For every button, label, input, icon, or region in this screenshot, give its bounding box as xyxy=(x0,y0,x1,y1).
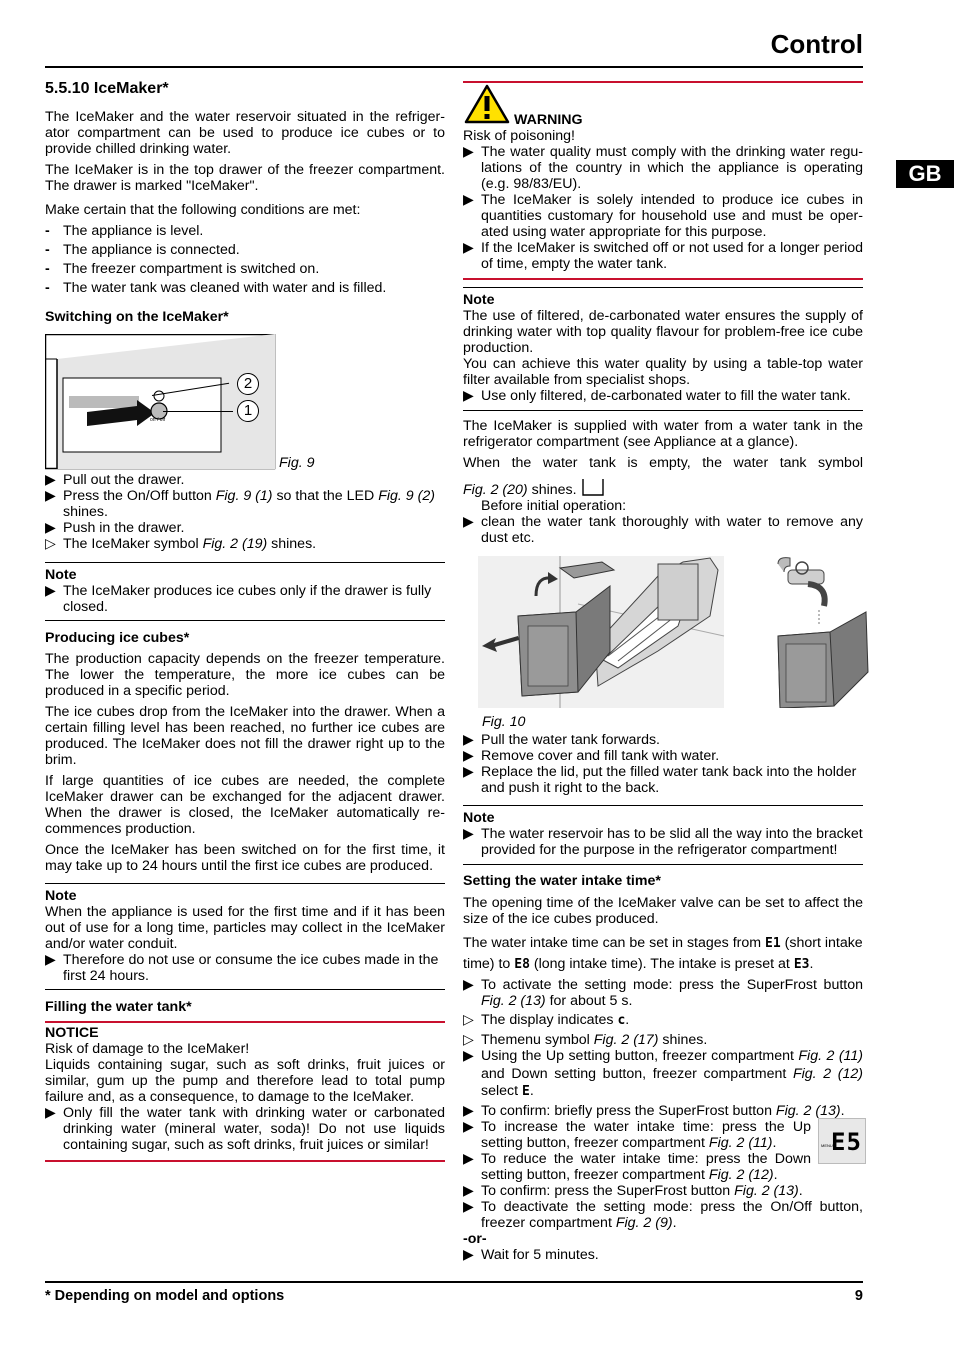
arrow-step-icon: ▶ xyxy=(463,748,474,764)
step: ▶ Only fill the water tank with drinking water or carbonated drinking water (mineral water, soda)! Do not use liquids containing sugar, such as soft drinks, fruit juices or similar! xyxy=(45,1105,445,1153)
note2 xyxy=(45,888,445,984)
step: ▶ Press the On/Off button Fig. 9 (1) so that the LED Fig. 9 (2) shines. xyxy=(45,488,435,520)
arrow-step-icon: ▶ xyxy=(463,388,474,404)
conditions-list xyxy=(45,223,445,296)
paragraph: The production capacity depends on the freezer temperature. The lower the temperature, the more ice cubes can be produced in a specific period. xyxy=(45,651,445,699)
step: ▶ Remove cover and fill tank with water. xyxy=(463,748,720,764)
switching-heading: Switching on the IceMaker* xyxy=(45,309,229,325)
note-heading: Note xyxy=(463,810,495,826)
filling-heading: Filling the water tank* xyxy=(45,999,192,1015)
notice-box xyxy=(45,1025,445,1153)
warning-heading: WARNING xyxy=(514,112,583,128)
arrow-step-icon: ▶ xyxy=(463,192,474,208)
callout-1: 1 xyxy=(237,400,259,422)
arrow-step-icon: ▶ xyxy=(463,977,474,993)
callout-2: 2 xyxy=(237,373,259,395)
divider xyxy=(45,620,445,621)
list-item: - The water tank was cleaned with water and is filled. xyxy=(45,280,387,296)
arrow-step-icon: ▶ xyxy=(45,472,56,488)
arrow-step-icon: ▶ xyxy=(45,583,56,599)
note3 xyxy=(463,292,863,404)
step: ▶ Use only filtered, de-carbonated water to fill the water tank. xyxy=(463,388,851,404)
fig10-steps xyxy=(463,732,863,796)
callout-line-1 xyxy=(163,411,233,412)
list-item: - The appliance is connected. xyxy=(45,242,240,258)
divider xyxy=(463,805,863,806)
arrow-step-icon: ▶ xyxy=(463,1118,474,1135)
filling-section xyxy=(45,999,445,1015)
divider xyxy=(45,989,445,990)
divider xyxy=(45,562,445,563)
divider xyxy=(463,410,863,411)
step: ▶ Replace the lid, put the filled water tank back into the holder and push it right to the back. xyxy=(463,764,857,796)
water-tank-symbol-icon xyxy=(581,477,605,497)
or-separator: -or- xyxy=(463,1230,487,1247)
on-off-button-label: on / off xyxy=(150,417,166,423)
paragraph: If large quantities of ice cubes are needed, the complete IceMaker drawer can be exchanged for the adjacent drawer. When the drawer is closed, the IceMaker automatically re-commences production. xyxy=(45,773,445,837)
arrow-step-icon: ▶ xyxy=(45,488,56,504)
section-heading: 5.5.10 IceMaker* xyxy=(45,80,169,97)
list-item: - The appliance is level. xyxy=(45,223,204,239)
arrow-step-icon: ▶ xyxy=(463,1102,474,1119)
step: ▶ The IceMaker produces ice cubes only if the drawer is fully closed. xyxy=(45,583,432,615)
arrow-step-icon: ▶ xyxy=(463,764,474,780)
divider xyxy=(463,864,863,865)
step: ▶ Therefore do not use or consume the ice cubes made in the first 24 hours. xyxy=(45,952,439,984)
step: ▶ To deactivate the setting mode: press the On/Off button, freezer compartment Fig. 2 (9). xyxy=(463,1198,863,1231)
notice-top-rule xyxy=(45,1021,445,1023)
tank-symbol-line: Fig. 2 (20) shines. xyxy=(463,477,863,498)
intro-paragraph-2: The IceMaker is in the top drawer of the freezer compartment. The drawer is marked "IceMaker". xyxy=(45,162,445,194)
step: ▶ Wait for 5 minutes. xyxy=(463,1246,599,1263)
paragraph: Once the IceMaker has been switched on for the first time, it may take up to 24 hours until the first ice cubes are produced. xyxy=(45,842,445,874)
step-result: ▷ Themenu symbol Fig. 2 (17) shines. xyxy=(463,1032,708,1048)
step: ▶ Pull the water tank forwards. xyxy=(463,732,660,748)
footer-rule xyxy=(45,1281,863,1283)
notice-bottom-rule xyxy=(45,1160,445,1162)
display-menu-label: MENU xyxy=(821,1143,833,1148)
warning-text: Risk of poisoning! xyxy=(463,128,575,144)
page-number: 9 xyxy=(854,1288,863,1304)
step: ▶ If the IceMaker is switched off or not used for a longer period of time, empty the water tank. xyxy=(463,240,863,272)
paragraph: The opening time of the IceMaker valve can be set to affect the size of the ice cubes produced. xyxy=(463,895,863,927)
paragraph: The IceMaker is supplied with water from a water tank in the refrigerator compartment (see Appliance at a glance). xyxy=(463,418,863,450)
arrow-step-icon: ▶ xyxy=(463,732,474,748)
left-column xyxy=(45,81,445,325)
warning-triangle-icon xyxy=(464,84,510,124)
display-readout xyxy=(818,1118,866,1164)
arrow-step-icon: ▶ xyxy=(463,1182,474,1199)
note4 xyxy=(463,810,863,858)
language-tab: GB xyxy=(896,160,954,188)
step: ▶ To activate the setting mode: press the SuperFrost button Fig. 2 (13) for about 5 s. xyxy=(463,977,863,1009)
step: ▶ Push in the drawer. xyxy=(45,520,185,536)
intro-paragraph-1: The IceMaker and the water reservoir situated in the refriger-ator compartment can be used to produce ice cubes or to provide chilled drinking water. xyxy=(45,109,445,157)
warning-bottom-rule xyxy=(463,278,863,280)
warning-top-rule xyxy=(463,81,863,83)
arrow-step-icon: ▶ xyxy=(45,520,56,536)
step: ▶ To confirm: briefly press the SuperFrost button Fig. 2 (13). xyxy=(463,1102,845,1119)
intake-section xyxy=(463,873,863,1263)
tank-section xyxy=(463,418,863,546)
producing-section xyxy=(45,630,445,874)
note1 xyxy=(45,567,445,615)
step: ▶ Pull out the drawer. xyxy=(45,472,185,488)
step: ▶ To reduce the water intake time: press the Down setting button, freezer compartment Fig. 2 (12). xyxy=(463,1150,811,1183)
arrow-step-icon: ▶ xyxy=(463,144,474,160)
paragraph: Before initial operation: xyxy=(481,498,627,514)
note-heading: Note xyxy=(463,292,495,308)
divider xyxy=(45,883,445,884)
arrow-step-icon: ▶ xyxy=(463,240,474,256)
hollow-arrow-result-icon: ▷ xyxy=(463,1032,474,1048)
fig10-water-tank-illustration xyxy=(478,556,870,708)
notice-heading: NOTICE xyxy=(45,1025,99,1041)
footer-note: * Depending on model and options xyxy=(45,1288,285,1304)
conditions-intro: Make certain that the following conditions are met: xyxy=(45,202,361,218)
arrow-step-icon: ▶ xyxy=(45,952,56,968)
arrow-step-icon: ▶ xyxy=(463,1246,474,1263)
intake-heading: Setting the water intake time* xyxy=(463,873,661,889)
paragraph: When the water tank is empty, the water tank symbol xyxy=(463,455,863,471)
page-title: Control xyxy=(770,29,863,59)
arrow-step-icon: ▶ xyxy=(45,1105,56,1121)
fig10-caption: Fig. 10 xyxy=(482,714,526,730)
arrow-step-icon: ▶ xyxy=(463,1150,474,1167)
step: ▶ The IceMaker is solely intended to produce ice cubes in quantities customary for household use and must be oper-ated using water appropriate for this purpose. xyxy=(463,192,863,240)
divider xyxy=(463,287,863,288)
note-heading: Note xyxy=(45,888,77,904)
note-text: The use of filtered, de-carbonated water ensures the supply of drinking water with top quality flavour for problem-free ice cube production. xyxy=(463,308,863,356)
note-text: You can achieve this water quality by using a table-top water filter available from specialist shops. xyxy=(463,356,863,388)
producing-heading: Producing ice cubes* xyxy=(45,630,190,646)
left-column-2 xyxy=(45,472,445,552)
notice-text: Risk of damage to the IceMaker! xyxy=(45,1041,250,1057)
header-rule xyxy=(45,66,863,68)
paragraph: The water intake time can be set in stages from E1 (short intake time) to E8 (long intake time). The intake is preset at E3. xyxy=(463,935,863,972)
note-heading: Note xyxy=(45,567,77,583)
display-value: E5 xyxy=(831,1128,862,1156)
note-text: When the appliance is used for the first time and if it has been out of use for a long time, particles may collect in the IceMaker and/or water conduit. xyxy=(45,904,445,952)
step: ▶ To increase the water intake time: press the Up setting button, freezer compartment Fig. 2 (11). xyxy=(463,1118,811,1151)
step: ▶ Using the Up setting button, freezer compartment Fig. 2 (11) and Down setting button, freezer compartment Fig. 2 (12) select E. xyxy=(463,1048,863,1099)
fig9-caption: Fig. 9 xyxy=(279,455,315,471)
step-result: ▷ The display indicates c. xyxy=(463,1012,630,1028)
step: ▶ clean the water tank thoroughly with water to remove any dust etc. xyxy=(463,514,863,546)
hollow-arrow-result-icon: ▷ xyxy=(45,536,56,552)
arrow-step-icon: ▶ xyxy=(463,514,474,530)
arrow-step-icon: ▶ xyxy=(463,1198,474,1215)
step: ▶ The water quality must comply with the drinking water regu-lations of the country in which the appliance is operating (e.g. 98/83/EU). xyxy=(463,144,863,192)
arrow-step-icon: ▶ xyxy=(463,826,474,842)
notice-text: Liquids containing sugar, such as soft drinks, fruit juices or similar, gum up the pump and therefore lead to total pump failure and, as a consequence, to damage to the IceMaker. xyxy=(45,1057,445,1105)
list-item: - The freezer compartment is switched on. xyxy=(45,261,320,277)
paragraph: The ice cubes drop from the IceMaker into the drawer. When a certain filling level has been reached, no further ice cubes are produced. The IceMaker does not fill the drawer right up to the brim. xyxy=(45,704,445,768)
warning-box xyxy=(463,128,863,272)
arrow-step-icon: ▶ xyxy=(463,1048,474,1064)
step-result: ▷ The IceMaker symbol Fig. 2 (19) shines. xyxy=(45,536,317,552)
step: ▶ To confirm: press the SuperFrost button Fig. 2 (13). xyxy=(463,1182,803,1199)
hollow-arrow-result-icon: ▷ xyxy=(463,1012,474,1028)
step: ▶ The water reservoir has to be slid all the way into the bracket provided for the purpose in the refrigerator compartment! xyxy=(463,826,863,858)
